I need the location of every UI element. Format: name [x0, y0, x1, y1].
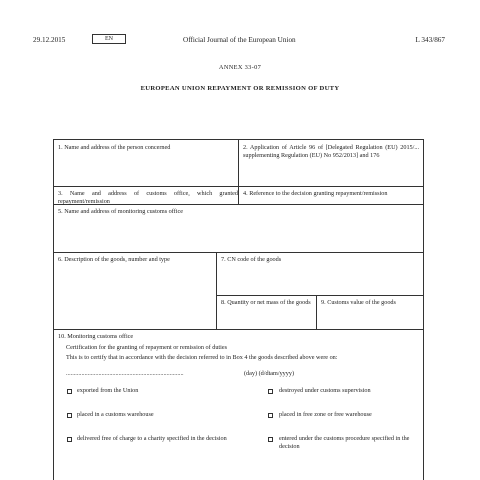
box-10-label: 10. Monitoring customs office: [58, 333, 134, 340]
col-divider: [316, 295, 317, 329]
box-7-label: 7. CN code of the goods: [221, 256, 282, 263]
checkbox-destroyed[interactable]: [268, 389, 273, 394]
date-line[interactable]: ............................................................................: [66, 370, 184, 377]
row-divider: [216, 295, 423, 296]
header-date: 29.12.2015: [33, 36, 66, 44]
row-divider: [54, 329, 423, 330]
checkbox-free-zone[interactable]: [268, 413, 273, 418]
option-label: exported from the Union: [77, 387, 139, 394]
language-badge: EN: [92, 34, 126, 44]
col-divider: [216, 252, 217, 329]
box-5-label: 5. Name and address of monitoring customs office: [58, 208, 183, 215]
page-number: L 343/867: [415, 36, 445, 44]
form-title: EUROPEAN UNION REPAYMENT OR REMISSION OF DUTY: [140, 85, 340, 92]
option-label: destroyed under customs supervision: [279, 387, 371, 394]
option-label: delivered free of charge to a charity specified in the decision: [77, 435, 227, 442]
certify-text: This is to certify that in accordance with the decision referred to in Box 4 the goods described above were on:: [66, 354, 338, 361]
journal-title: Official Journal of the European Union: [183, 36, 296, 44]
checkbox-charity[interactable]: [67, 437, 72, 442]
option-label: entered under the customs procedure specified in the decision: [279, 435, 410, 450]
col-divider: [238, 140, 239, 204]
date-format: (day) (d/dtam/yyyy): [244, 370, 295, 377]
box-3-label: 3. Name and address of customs office, which granted repayment/remission: [58, 190, 238, 205]
repayment-form: [53, 139, 424, 480]
box-6-label: 6. Description of the goods, number and type: [58, 256, 170, 263]
certification-heading: Certification for the granting of repayment or remission of duties: [66, 344, 228, 351]
checkbox-customs-procedure[interactable]: [268, 437, 273, 442]
option-label: placed in a customs warehouse: [77, 411, 154, 418]
row-divider: [54, 252, 423, 253]
annex-label: ANNEX 33-07: [218, 64, 262, 71]
box-4-label: 4. Reference to the decision granting repayment/remission: [243, 190, 388, 197]
box-2-label: 2. Application of Article 96 of [Delegated Regulation (EU) 2015/... supplementing Regulation (EU) No 952/2013] and 176: [243, 144, 419, 159]
box-8-label: 8. Quantity or net mass of the goods: [221, 299, 311, 306]
checkbox-customs-warehouse[interactable]: [67, 413, 72, 418]
box-1-label: 1. Name and address of the person concerned: [58, 144, 171, 151]
option-label: placed in free zone or free warehouse: [279, 411, 372, 418]
checkbox-exported[interactable]: [67, 389, 72, 394]
box-9-label: 9. Customs value of the goods: [321, 299, 396, 306]
